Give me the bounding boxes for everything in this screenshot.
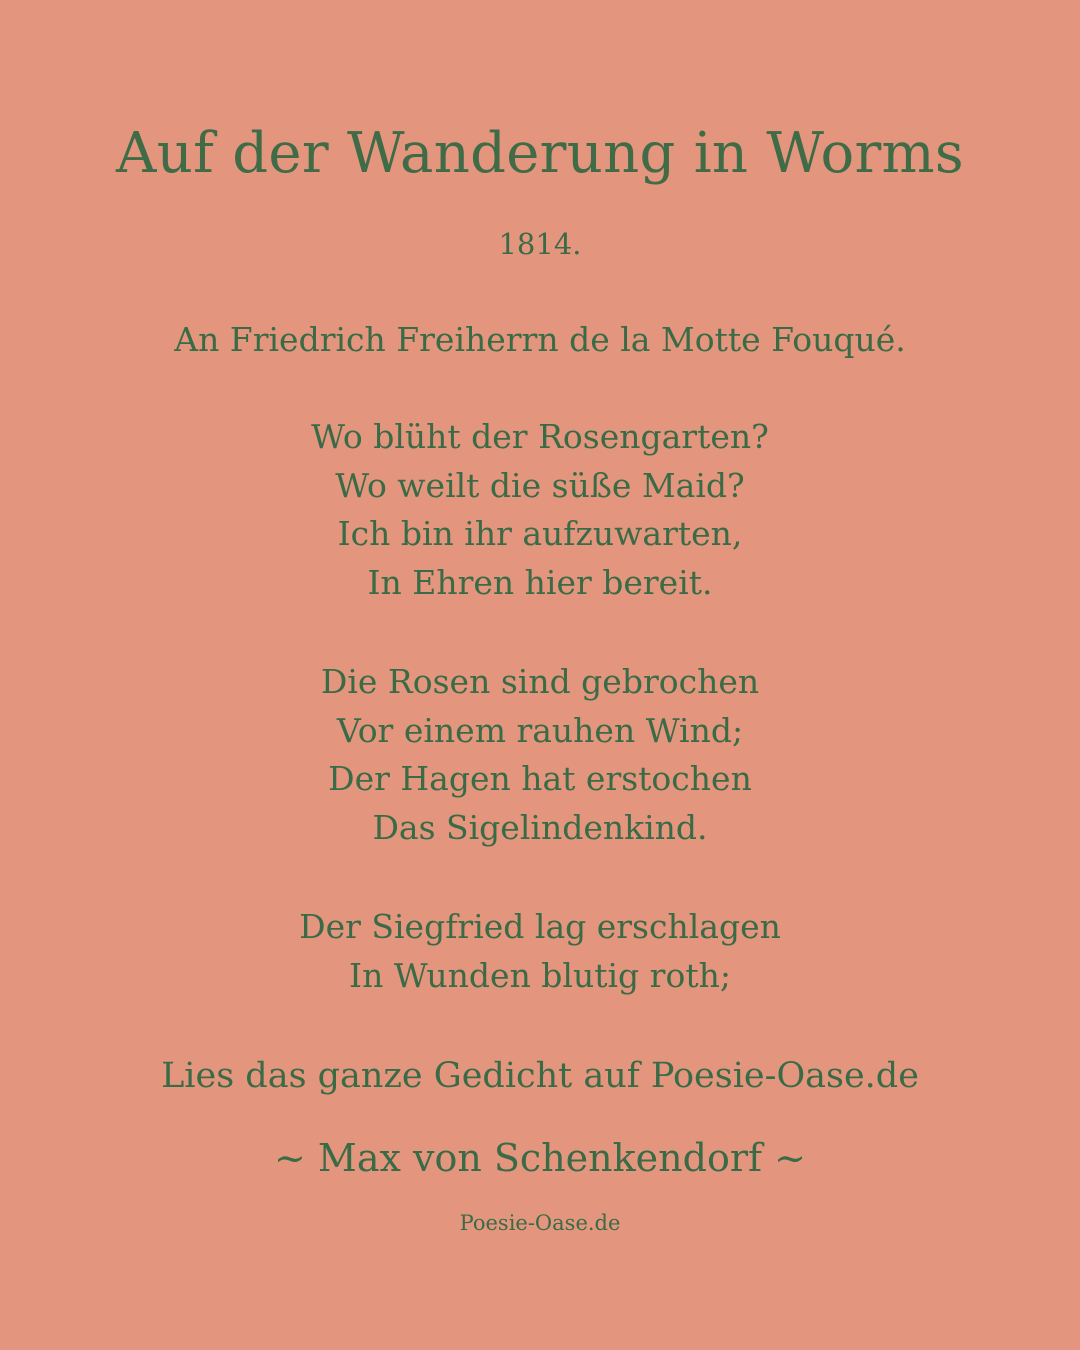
verse-line: In Ehren hier bereit. <box>367 562 713 602</box>
verse-line: Die Rosen sind gebrochen <box>320 662 760 701</box>
site-footer: Poesie-Oase.de <box>459 1211 621 1235</box>
verse-line: Der Siegfried lag erschlagen <box>299 907 781 946</box>
read-more-text: Lies das ganze Gedicht auf Poesie-Oase.de <box>161 1056 919 1096</box>
verse-line: In Wunden blutig roth; <box>349 955 731 995</box>
verse-line: Vor einem rauhen Wind; <box>336 710 744 750</box>
poem-dedication: An Friedrich Freiherrn de la Motte Fouqué. <box>174 320 906 359</box>
poem-year: 1814. <box>498 227 582 261</box>
poem-author: ~ Max von Schenkendorf ~ <box>274 1136 806 1180</box>
verse-line: Wo weilt die süße Maid? <box>335 465 745 505</box>
verse-line: Das Sigelindenkind. <box>372 807 708 847</box>
stanza-2 <box>0 658 1080 852</box>
verse-line: Wo blüht der Rosengarten? <box>311 417 769 456</box>
stanza-1 <box>0 413 1080 607</box>
poem-title: Auf der Wanderung in Worms <box>116 121 964 186</box>
stanza-3 <box>0 903 1080 1000</box>
verse-line: Der Hagen hat erstochen <box>328 759 752 798</box>
verse-line: Ich bin ihr aufzuwarten, <box>337 514 743 553</box>
